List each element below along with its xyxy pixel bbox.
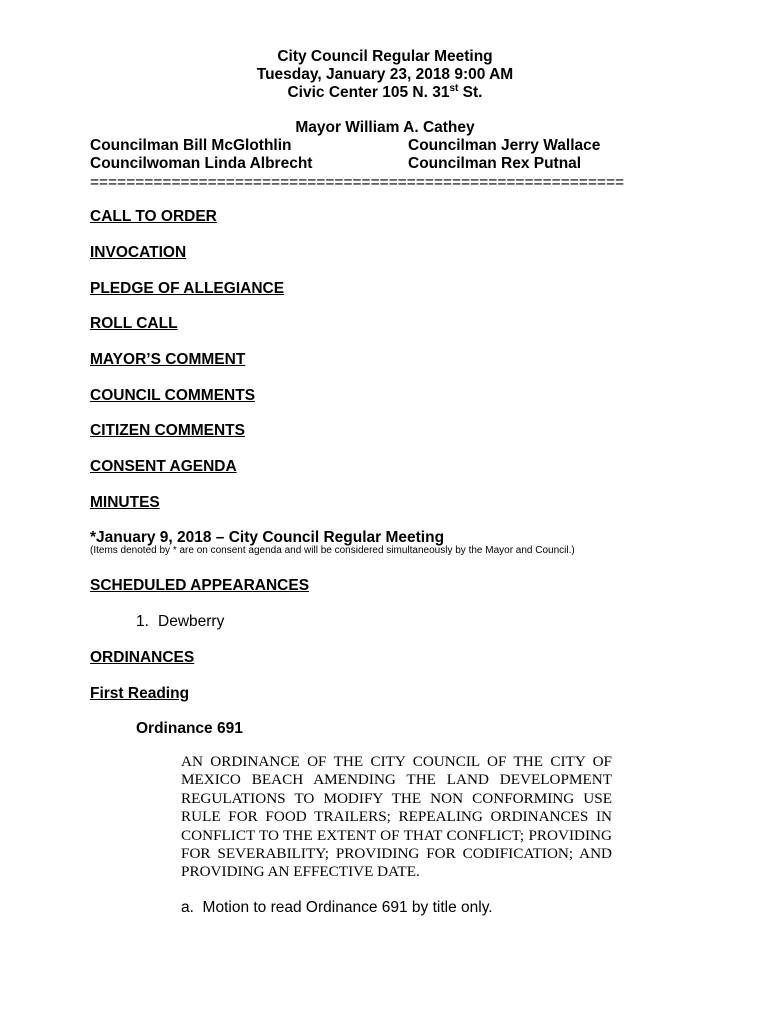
ordinance-text-line: MEXICO BEACH AMENDING THE LAND DEVELOPMENT (181, 771, 612, 789)
appearance-item-number: 1. (136, 613, 149, 630)
ordinance-title: Ordinance 691 (136, 720, 243, 737)
ordinance-text-line: PROVIDING AN EFFECTIVE DATE. (181, 863, 420, 881)
council-member-left-1: Councilman Bill McGlothlin (90, 137, 292, 154)
council-member-right-1: Councilman Jerry Wallace (408, 137, 601, 154)
section-roll-call: ROLL CALL (90, 315, 178, 332)
section-ordinances: ORDINANCES (90, 649, 195, 666)
meeting-title: City Council Regular Meeting (277, 48, 493, 65)
ordinance-text-line: CONFLICT TO THE EXTENT OF THAT CONFLICT; PROVIDING (181, 826, 612, 844)
ordinance-text-line: AN ORDINANCE OF THE CITY COUNCIL OF THE CITY OF (181, 753, 612, 770)
ordinance-text-line: RULE FOR FOOD TRAILERS; REPEALING ORDINANCES IN (181, 808, 612, 826)
meeting-location: Civic Center 105 N. 31st St. (287, 82, 483, 101)
mayor-name: Mayor William A. Cathey (295, 119, 475, 136)
council-member-right-2: Councilman Rex Putnal (408, 155, 582, 172)
section-invocation: INVOCATION (90, 244, 187, 261)
consent-note: (Items denoted by * are on consent agenda and will be considered simultaneously by the Mayor and Council.) (90, 545, 575, 556)
ordinance-text-line: FOR SEVERABILITY; PROVIDING FOR CODIFICATION; AND (181, 845, 612, 863)
council-member-left-2: Councilwoman Linda Albrecht (90, 155, 313, 172)
section-council-comments: COUNCIL COMMENTS (90, 387, 256, 404)
section-pledge: PLEDGE OF ALLEGIANCE (90, 280, 285, 297)
ordinance-motion: a. Motion to read Ordinance 691 by title only. (181, 899, 493, 916)
section-minutes: MINUTES (90, 494, 160, 511)
section-consent-agenda: CONSENT AGENDA (90, 458, 237, 475)
appearance-item-text: Dewberry (158, 613, 225, 630)
section-scheduled-appearances: SCHEDULED APPEARANCES (90, 577, 310, 594)
section-citizen-comments: CITIZEN COMMENTS (90, 422, 245, 439)
ordinance-text-line: REGULATIONS TO MODIFY THE NON CONFORMING USE (181, 789, 612, 807)
ordinance-text (181, 753, 612, 882)
meeting-date: Tuesday, January 23, 2018 9:00 AM (256, 66, 514, 83)
section-first-reading: First Reading (90, 685, 190, 702)
section-mayors-comment: MAYOR’S COMMENT (90, 351, 246, 368)
section-call-to-order: CALL TO ORDER (90, 208, 217, 225)
minutes-item: *January 9, 2018 – City Council Regular Meeting (90, 529, 445, 546)
separator-line: =========================================================== (90, 174, 625, 191)
